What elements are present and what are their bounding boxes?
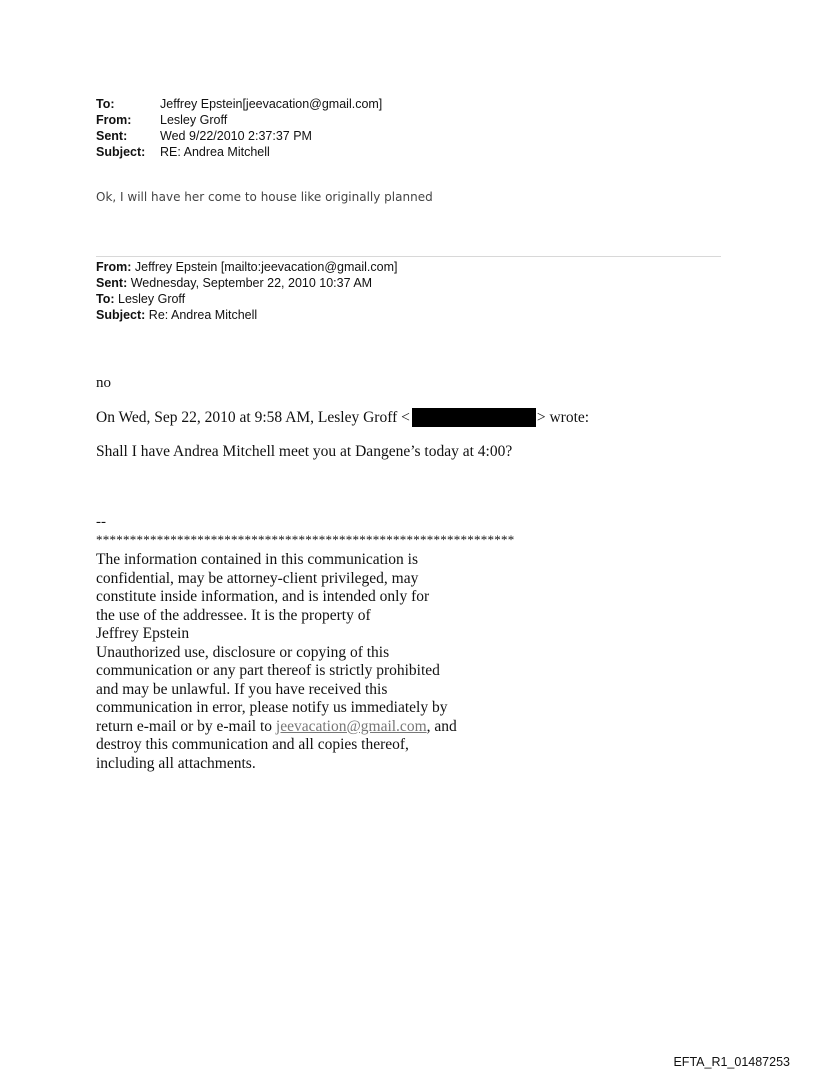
header-sent-row <box>96 128 382 144</box>
signature-dashes: -- <box>96 514 106 530</box>
quoted-to-row <box>96 291 397 307</box>
email-header <box>96 96 382 160</box>
notice-line: constitute inside information, and is intended only for <box>96 588 430 605</box>
header-value: Lesley Groff <box>160 113 228 127</box>
separator-line <box>96 256 721 257</box>
quoted-value: Wednesday, September 22, 2010 10:37 AM <box>127 276 373 290</box>
notice-line: communication or any part thereof is strictly prohibited <box>96 662 440 679</box>
quoted-question: Shall I have Andrea Mitchell meet you at Dangene’s today at 4:00? <box>96 443 513 460</box>
header-to-row <box>96 96 382 112</box>
signature-stars: ************************************************************** <box>96 532 515 547</box>
header-value: RE: Andrea Mitchell <box>160 145 270 159</box>
quoted-header <box>96 259 397 323</box>
email-link[interactable]: jeevacation@gmail.com <box>275 717 427 735</box>
quoted-value: Jeffrey Epstein [mailto:jeevacation@gmail.com] <box>131 260 398 274</box>
notice-line: and may be unlawful. If you have received this <box>96 680 388 698</box>
header-subject-row <box>96 144 382 160</box>
notice-line: Unauthorized use, disclosure or copying of this <box>96 643 390 661</box>
notice-line: destroy this communication and all copies thereof, <box>96 736 409 753</box>
notice-line-with-link <box>96 718 496 737</box>
quoted-label: Sent: <box>96 276 128 290</box>
notice-line: communication in error, please notify us immediately by <box>96 699 448 716</box>
notice-line: including all attachments. <box>96 754 256 772</box>
quoted-subject-row <box>96 307 397 323</box>
quoted-sent-row <box>96 275 397 291</box>
header-from-row <box>96 112 382 128</box>
quoted-value: Re: Andrea Mitchell <box>145 308 258 322</box>
quoted-value: Lesley Groff <box>114 292 186 306</box>
header-label: Subject: <box>96 145 146 159</box>
notice-line: the use of the addressee. It is the property of <box>96 606 371 624</box>
header-label: To: <box>96 97 115 111</box>
header-label: From: <box>96 113 132 127</box>
attribution-suffix: > wrote: <box>536 408 590 426</box>
quoted-label: Subject: <box>96 308 146 322</box>
redaction-box <box>412 408 536 427</box>
header-value: Wed 9/22/2010 2:37:37 PM <box>160 129 312 143</box>
confidentiality-notice <box>96 551 496 773</box>
quoted-label: To: <box>96 292 115 306</box>
return-prefix: return e-mail or by e-mail to <box>96 717 276 735</box>
attribution-prefix: On Wed, Sep 22, 2010 at 9:58 AM, Lesley Groff < <box>96 408 410 426</box>
quoted-label: From: <box>96 260 132 274</box>
notice-line: Jeffrey Epstein <box>96 625 190 642</box>
reply-text: Ok, I will have her come to house like originally planned <box>96 190 433 204</box>
notice-line: The information contained in this communication is <box>96 551 418 568</box>
quoted-reply: no <box>96 375 111 391</box>
header-value: Jeffrey Epstein[jeevacation@gmail.com] <box>160 97 383 111</box>
notice-line: confidential, may be attorney-client privileged, may <box>96 569 419 587</box>
return-suffix: , and <box>426 717 457 735</box>
quoted-from-row <box>96 259 397 275</box>
header-label: Sent: <box>96 129 128 143</box>
document-id: EFTA_R1_01487253 <box>673 1055 790 1069</box>
quoted-attribution <box>96 408 589 427</box>
